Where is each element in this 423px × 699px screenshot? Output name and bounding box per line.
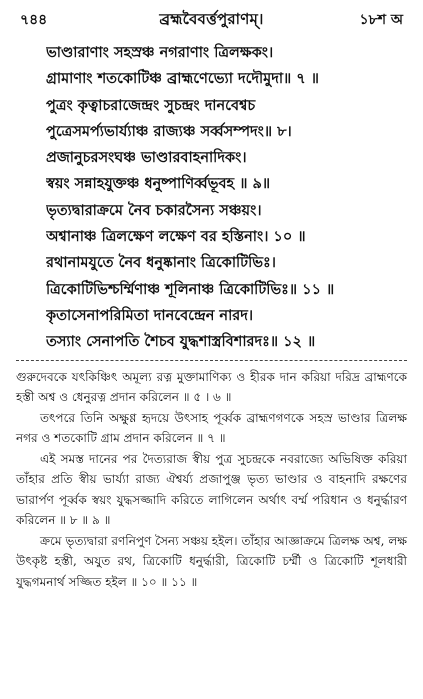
- chapter-label: ১৮শ অ: [359, 12, 403, 28]
- verse-line: ভাণ্ডারাণাং সহস্রঞ্চ নগরাণাং ত্রিলক্ষকং।: [46, 44, 274, 61]
- verse-line: স্বয়ং সন্নাহযুক্তঞ্চ ধনুষ্পাণির্ব্বভূবহ ॥ ৯॥: [46, 175, 271, 193]
- verse-line: কৃতাসেনাপরিমিতা দানবেন্দ্রেন নারদ।: [46, 306, 254, 324]
- verse-line: পুত্রং কৃত্বাচরাজেন্দ্রং সুচন্দ্রং দানবেশ্বচ: [46, 96, 256, 114]
- verse-line: প্রজানুচরসংঘঞ্চ ভাণ্ডারবাহনাদিকং।: [46, 149, 247, 167]
- verse-line: পুত্রেসমর্প্যভার্য্যাঞ্চ রাজ্যঞ্চ সর্ব্বসম্পদং॥ ৮।: [46, 122, 292, 140]
- verse-line: অশ্বানাঞ্চ ত্রিলক্ষেণ লক্ষেণ বর হস্তিনাং। ১০ ॥: [46, 228, 306, 246]
- translation-paragraph: এই সমস্ত দানের পর দৈত্যরাজ স্বীয় পুত্র সুচন্দ্রকে নবরাজ্যে অভিষিক্ত করিয়া তাঁহার প্রতি স্বীয় ভার্য্যা রাজ্য ঐশ্বর্য্য প্রজাপুঞ্জ ভৃত্য ভাণ্ডার ও বাহনাদি রক্ষণের ভারার্পণ পূর্ব্বক স্বয়ং যুদ্ধসজ্জাদি করিতে লাগিলেন অর্থাৎ বর্ম্ম পরিধান ও ধনুর্দ্ধারণ করিলেন ॥ ৮ ॥ ৯ ॥: [16, 451, 407, 528]
- sanskrit-verses: [16, 40, 407, 356]
- translation-paragraph: গুরুদেবকে যৎকিঞ্চিৎ অমূল্য রত্ন মুক্তামাণিক্য ও হীরক দান করিয়া দরিদ্র ব্রাহ্মণকে হস্তী অশ্ব ও ধেনুরত্ন প্রদান করিলেন ॥ ৫ । ৬ ॥: [16, 369, 407, 405]
- bengali-translation: [16, 367, 407, 593]
- verse-line: ভৃত্যদ্বারাক্রমে নৈব চকারসৈন্য সঞ্চয়ং।: [46, 201, 262, 219]
- verse-line: তস্যাং সেনাপতি শৈচব যুদ্ধশাস্ত্রবিশারদঃ॥ ১২ ॥: [46, 333, 316, 351]
- translation-paragraph: তৎপরে তিনি অক্ষুণ্ণ হৃদয়ে উৎসাহ পূর্ব্বক ব্রাহ্মণগণকে সহস্র ভাণ্ডার ত্রিলক্ষ নগর ও শতকোটি গ্রাম প্রদান করিলেন ॥ ৭ ॥: [16, 410, 407, 446]
- section-divider: [16, 360, 407, 361]
- page-number: ৭৪৪: [20, 12, 48, 28]
- book-title: ব্রহ্মবৈবর্ত্তপুরাণম্।: [159, 10, 264, 28]
- verse-line: ত্রিকোটিভিশ্চর্ম্মিণাঞ্চ শূলিনাঞ্চ ত্রিকোটিভিঃ॥ ১১ ॥: [46, 280, 335, 298]
- translation-paragraph: ক্রমে ভৃত্যদ্বারা রণনিপুণ সৈন্য সঞ্চয় হইল। তাঁহার আজ্ঞাক্রমে ত্রিলক্ষ অশ্ব, লক্ষ উৎকৃষ্ট হস্তী, অযুত রথ, ত্রিকোটি ধনুর্দ্ধারী, ত্রিকোটি চর্ম্মী ও ত্রিকোটি শূলধারী যুদ্ধগমনার্থ সজ্জিত হইল ॥ ১০ ॥ ১১ ॥: [16, 533, 407, 589]
- verse-line: রথানামযুতে নৈব ধনুষ্কানাং ত্রিকোটিভিঃ।: [46, 254, 276, 272]
- page-header: [16, 8, 407, 32]
- verse-line: গ্রামাণাং শতকোটিঞ্চ ব্রাহ্মণেভ্যো দদৌমুদা॥ ৭ ॥: [46, 70, 319, 88]
